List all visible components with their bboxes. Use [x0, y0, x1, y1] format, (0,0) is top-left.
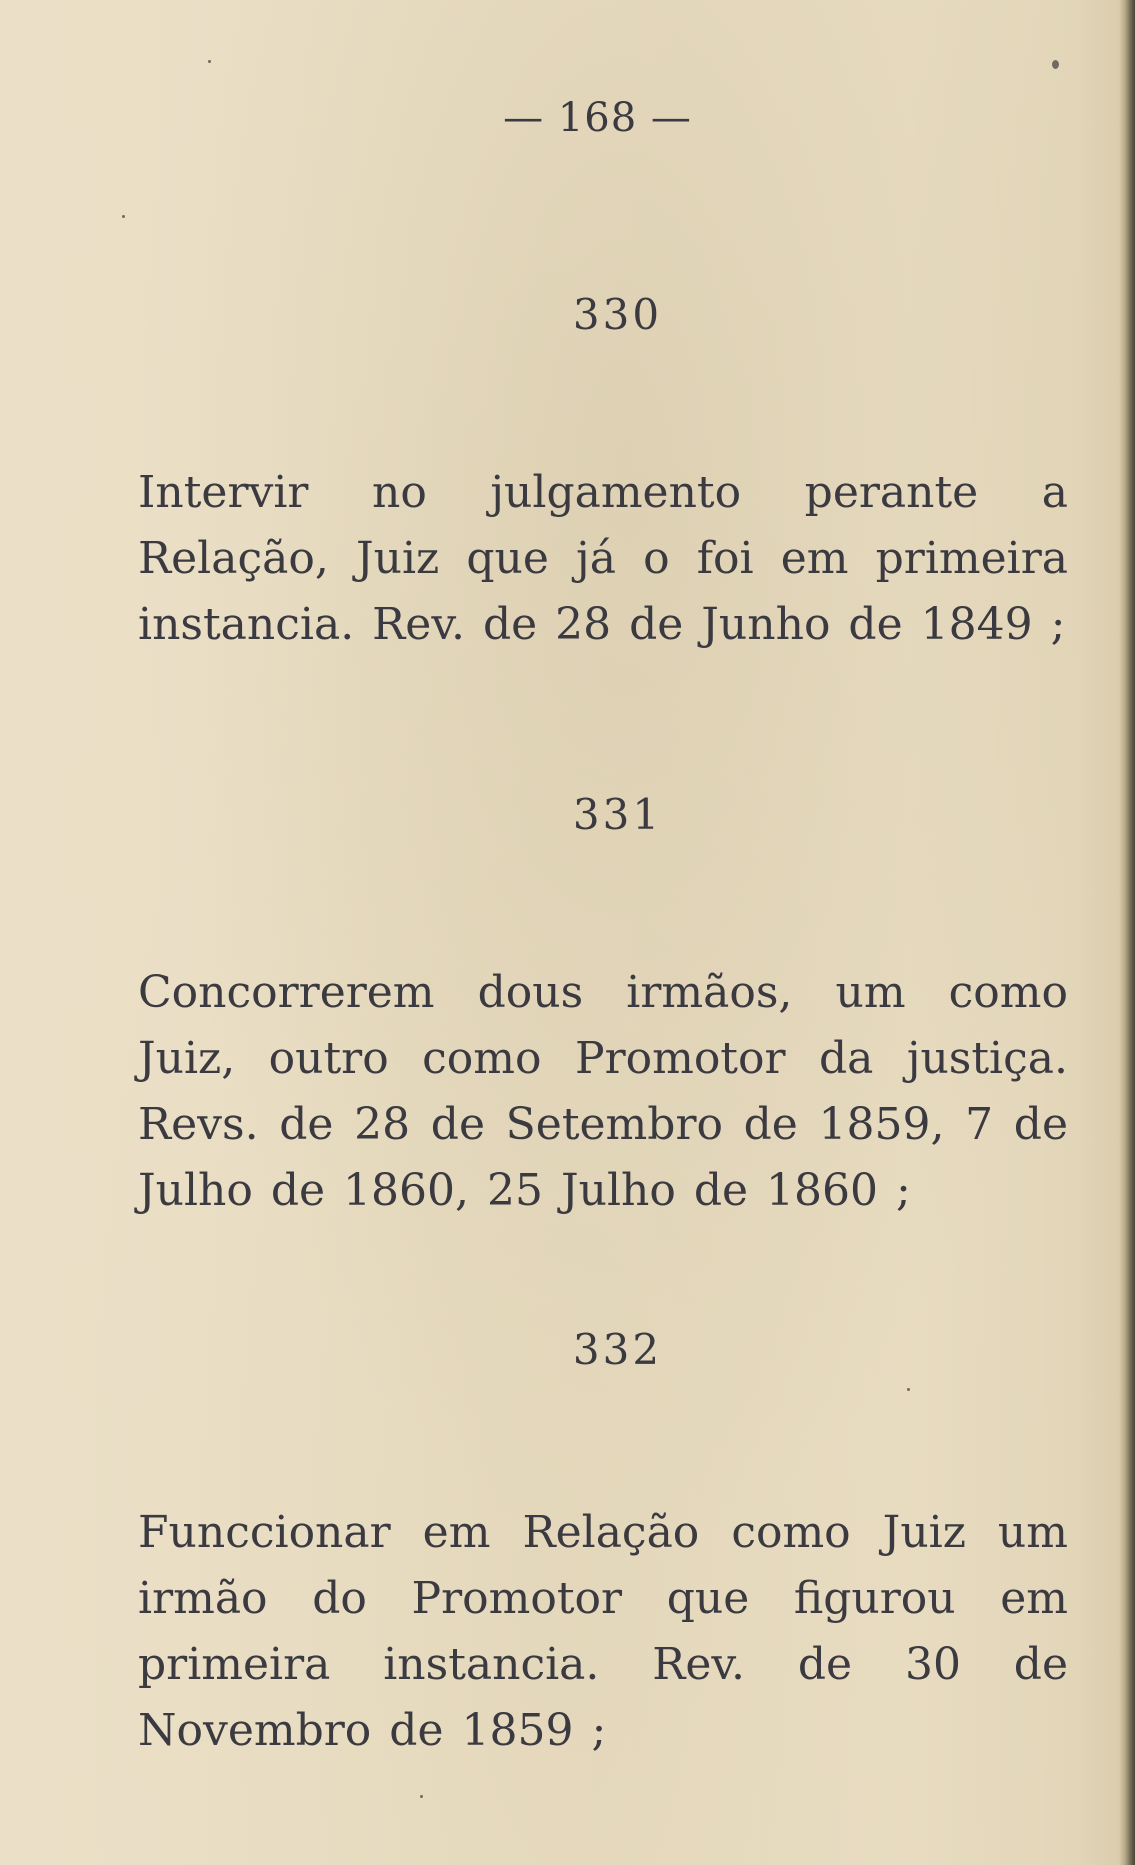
- ink-speck: [122, 215, 125, 218]
- ink-speck: [907, 1388, 910, 1391]
- page-edge: [1125, 0, 1135, 1865]
- ink-speck: [1052, 60, 1059, 69]
- section-number-330: 330: [572, 290, 663, 339]
- page-edge-shadow: [1119, 0, 1125, 1865]
- section-number-331: 331: [572, 790, 663, 839]
- ink-speck: [208, 60, 211, 63]
- section-text-332: Funccionar em Relação como Juiz um irmão do Promotor que figurou em primeira instancia. Rev. de 30 de Novembro de 1859 ;: [138, 1507, 1068, 1756]
- section-text-330: Intervir no julgamento perante a Relação, Juiz que já o foi em primeira instancia. Rev. de 28 de Junho de 1849 ;: [138, 467, 1068, 650]
- section-number-332: 332: [572, 1325, 663, 1374]
- ink-speck: [420, 1795, 423, 1798]
- page-number: — 168 —: [503, 95, 692, 141]
- section-text-331: Concorrerem dous irmãos, um como Juiz, outro como Promotor da justiça. Revs. de 28 de Setembro de 1859, 7 de Julho de 1860, 25 Julho de 1860 ;: [138, 967, 1068, 1216]
